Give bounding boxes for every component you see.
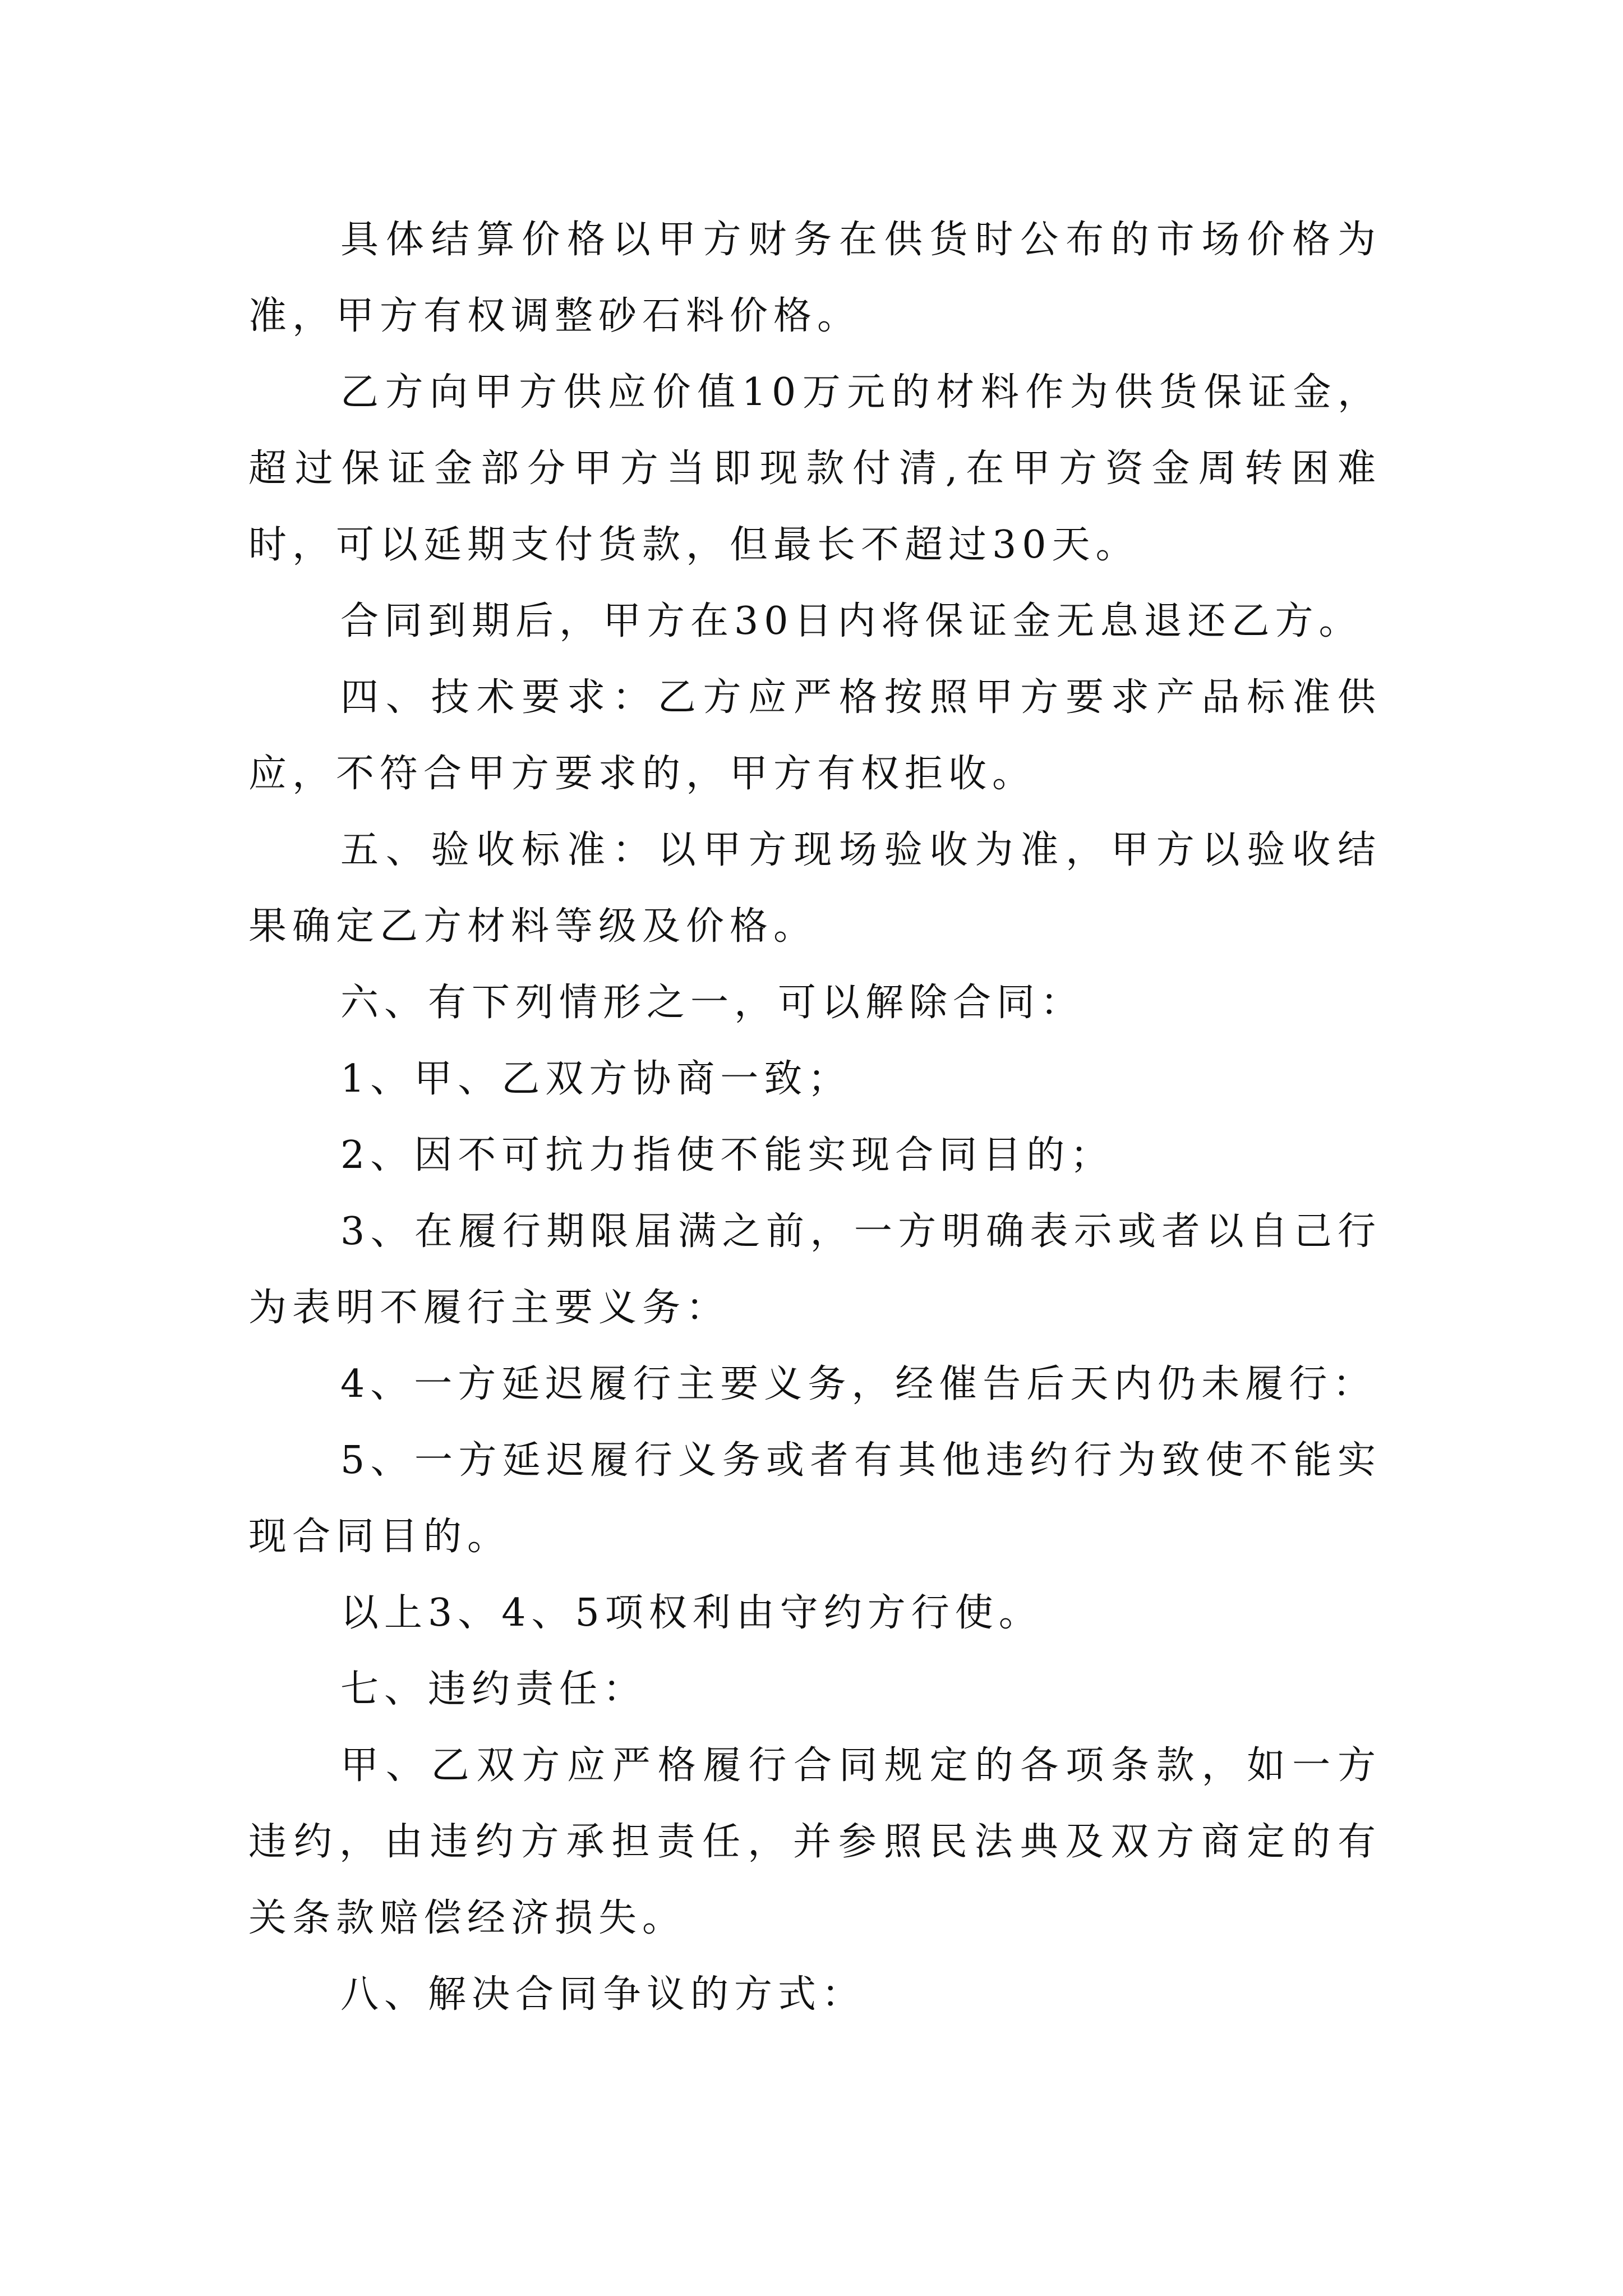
paragraph-settlement-price: 具体结算价格以甲方财务在供货时公布的市场价格为准，甲方有权调整砂石料价格。 (248, 218, 1381, 338)
list-item-termination-5: 5、一方延迟履行义务或者有其他违约行为致使不能实现合同目的。 (248, 1438, 1381, 1559)
paragraph-deposit-refund: 合同到期后，甲方在30日内将保证金无息退还乙方。 (340, 599, 1363, 643)
list-item-termination-4: 4、一方延迟履行主要义务，经催告后天内仍未履行： (340, 1362, 1377, 1406)
list-item-termination-3: 3、在履行期限届满之前，一方明确表示或者以自己行为表明不履行主要义务： (248, 1209, 1381, 1330)
list-item-termination-2: 2、因不可抗力指使不能实现合同目的； (340, 1133, 1114, 1177)
paragraph-breach-liability: 甲、乙双方应严格履行合同规定的各项条款，如一方违约，由违约方承担责任，并参照民法典及双方商定的有关条款赔偿经济损失。 (248, 1743, 1381, 1940)
list-item-termination-1: 1、甲、乙双方协商一致； (340, 1057, 852, 1101)
paragraph-supply-deposit: 乙方向甲方供应价值10万元的材料作为供货保证金，超过保证金部分甲方当即现款付清,在甲方资金周转困难时，可以延期支付货款，但最长不超过30天。 (248, 370, 1381, 567)
paragraph-breach-heading: 七、违约责任： (340, 1667, 647, 1711)
paragraph-dispute-heading: 八、解决合同争议的方式： (340, 1972, 866, 2017)
contract-body (248, 202, 1381, 2033)
paragraph-rights-note: 以上3、4、5项权利由守约方行使。 (340, 1591, 1043, 1635)
paragraph-technical-requirements: 四、技术要求：乙方应严格按照甲方要求产品标准供应，不符合甲方要求的，甲方有权拒收。 (248, 675, 1381, 796)
paragraph-acceptance-standard: 五、验收标准：以甲方现场验收为准，甲方以验收结果确定乙方材料等级及价格。 (248, 828, 1381, 949)
paragraph-termination-heading: 六、有下列情形之一，可以解除合同： (340, 981, 1085, 1025)
